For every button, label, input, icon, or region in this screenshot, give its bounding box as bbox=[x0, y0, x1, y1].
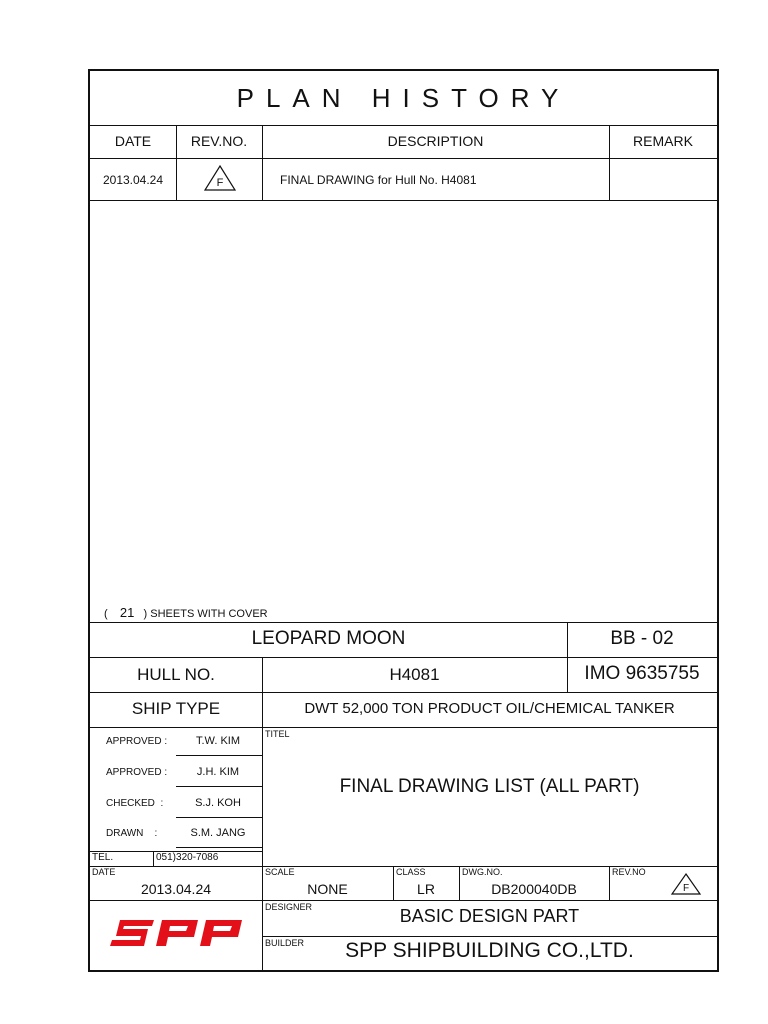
divider bbox=[176, 786, 262, 787]
scale-value: NONE bbox=[307, 881, 348, 897]
ship-type-label: SHIP TYPE bbox=[131, 699, 221, 718]
divider bbox=[90, 200, 717, 201]
tel-label: TEL. bbox=[92, 852, 114, 863]
divider bbox=[90, 657, 717, 658]
rev-label: REV.NO bbox=[612, 867, 646, 877]
approval-name: J.H. KIM bbox=[196, 766, 240, 778]
divider bbox=[90, 125, 717, 126]
titel-label: TITEL bbox=[265, 729, 290, 739]
header-description: DESCRIPTION bbox=[387, 133, 484, 149]
sheets-count-line: ( 21 ) SHEETS WITH COVER bbox=[104, 605, 268, 620]
header-remark: REMARK bbox=[633, 133, 693, 149]
checked-label: CHECKED : bbox=[106, 798, 164, 809]
ship-type: DWT 52,000 TON PRODUCT OIL/CHEMICAL TANKER bbox=[304, 700, 675, 717]
rev-value: F bbox=[682, 883, 690, 894]
divider bbox=[90, 900, 717, 901]
drawing-title: FINAL DRAWING LIST (ALL PART) bbox=[339, 776, 640, 797]
divider bbox=[176, 817, 262, 818]
revision-triangle-icon bbox=[203, 164, 237, 192]
tel-value: 051)320-7086 bbox=[156, 852, 219, 863]
vessel-name: LEOPARD MOON bbox=[251, 628, 406, 649]
hull-number: H4081 bbox=[389, 665, 440, 684]
divider bbox=[90, 727, 717, 728]
scale-label: SCALE bbox=[265, 867, 295, 877]
spp-logo bbox=[110, 916, 250, 956]
approval-label: APPROVED : bbox=[106, 736, 168, 747]
approval-label: APPROVED : bbox=[106, 767, 168, 778]
hull-label: HULL NO. bbox=[137, 665, 215, 684]
drawn-name: S.M. JANG bbox=[190, 827, 246, 839]
approval-name: T.W. KIM bbox=[196, 735, 240, 747]
row-date: 2013.04.24 bbox=[102, 173, 164, 187]
row-description: FINAL DRAWING for Hull No. H4081 bbox=[280, 173, 477, 187]
plan-history-title: PLAN HISTORY bbox=[236, 83, 571, 113]
imo-number: IMO 9635755 bbox=[584, 663, 700, 684]
divider bbox=[262, 936, 717, 937]
drawn-label: DRAWN : bbox=[106, 828, 158, 839]
drawing-date: 2013.04.24 bbox=[140, 881, 212, 897]
dwg-number: DB200040DB bbox=[491, 881, 577, 897]
header-rev-no: REV.NO. bbox=[190, 133, 248, 149]
builder-label: BUILDER bbox=[265, 938, 305, 948]
date-label: DATE bbox=[92, 867, 116, 877]
checked-name: S.J. KOH bbox=[195, 797, 241, 809]
divider bbox=[176, 755, 262, 756]
divider bbox=[176, 847, 262, 848]
designer-label: DESIGNER bbox=[265, 902, 313, 912]
revision-triangle-icon bbox=[670, 872, 702, 896]
class-value: LR bbox=[417, 881, 435, 897]
header-date: DATE bbox=[114, 133, 152, 149]
drawing-sheet bbox=[88, 69, 719, 972]
class-label: CLASS bbox=[396, 867, 426, 877]
divider bbox=[153, 851, 154, 866]
divider bbox=[90, 622, 717, 623]
row-rev: F bbox=[216, 177, 224, 189]
designer-value: BASIC DESIGN PART bbox=[399, 906, 580, 926]
dwg-label: DWG.NO. bbox=[462, 867, 503, 877]
divider bbox=[90, 692, 717, 693]
drawing-code: BB - 02 bbox=[610, 628, 674, 649]
builder-value: SPP SHIPBUILDING CO.,LTD. bbox=[345, 939, 634, 962]
divider bbox=[609, 866, 610, 900]
divider bbox=[90, 158, 717, 159]
